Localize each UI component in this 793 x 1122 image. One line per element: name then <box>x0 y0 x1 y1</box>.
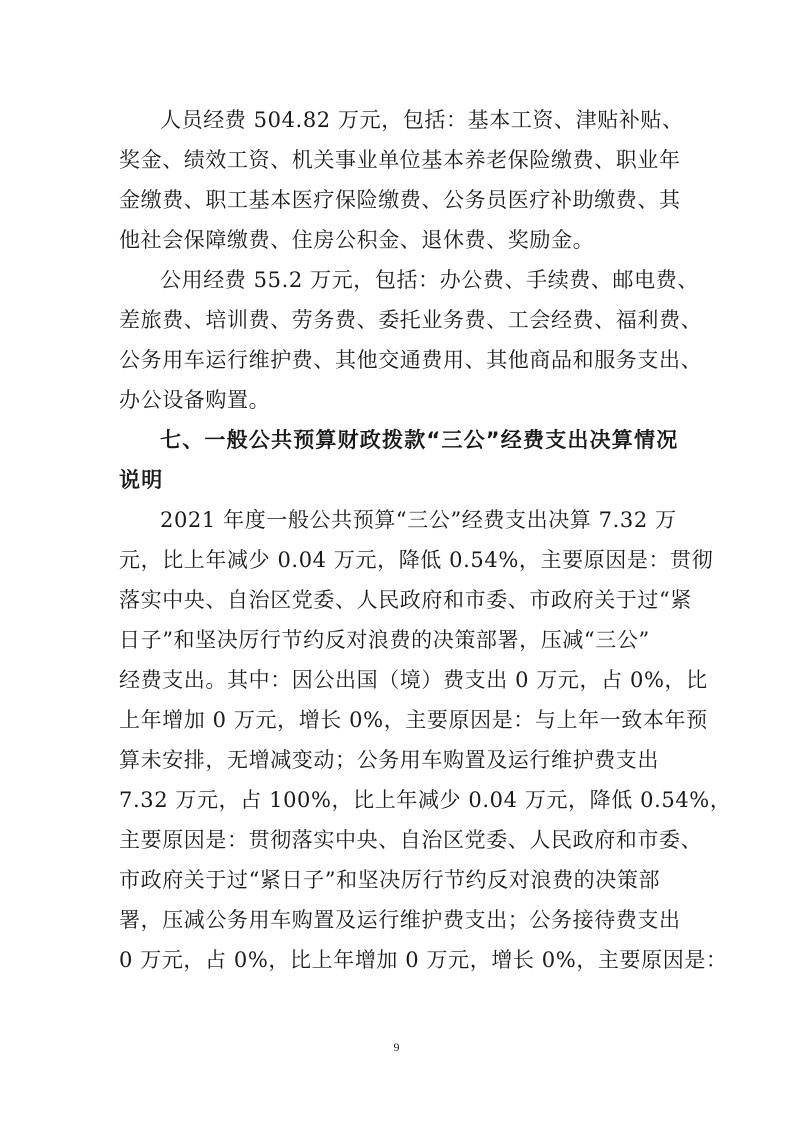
paragraph-public-line-4: 办公设备购置。 <box>119 388 271 412</box>
paragraph-three-public-line-10: 市政府关于过“紧日子”和坚决厉行节约反对浪费的决策部 <box>119 868 661 892</box>
section-heading-line-1: 七、一般公共预算财政拨款“三公”经费支出决算情况 <box>160 428 679 452</box>
paragraph-three-public-line-4: 日子”和坚决厉行节约反对浪费的决策部署，压减“三公” <box>119 628 650 652</box>
page-number: 9 <box>393 1040 400 1054</box>
paragraph-personnel-line-4: 他社会保障缴费、住房公积金、退休费、奖励金。 <box>119 228 595 252</box>
paragraph-personnel-line-3: 金缴费、职工基本医疗保险缴费、公务员医疗补助缴费、其 <box>119 188 681 212</box>
paragraph-public-line-3: 公务用车运行维护费、其他交通费用、其他商品和服务支出、 <box>119 348 703 372</box>
paragraph-personnel-line-1: 人员经费 504.82 万元，包括：基本工资、津贴补贴、 <box>160 108 684 132</box>
paragraph-three-public-line-7: 算未安排，无增减变动；公务用车购置及运行维护费支出 <box>119 748 659 772</box>
paragraph-three-public-line-6: 上年增加 0 万元，增长 0%，主要原因是：与上年一致本年预 <box>119 708 708 732</box>
paragraph-three-public-line-11: 署，压减公务用车购置及运行维护费支出；公务接待费支出 <box>119 908 681 932</box>
paragraph-public-line-1: 公用经费 55.2 万元，包括：办公费、手续费、邮电费、 <box>160 268 699 292</box>
paragraph-three-public-line-12: 0 万元，占 0%，比上年增加 0 万元，增长 0%，主要原因是： <box>119 948 728 972</box>
paragraph-three-public-line-3: 落实中央、自治区党委、人民政府和市委、市政府关于过“紧 <box>119 588 692 612</box>
paragraph-three-public-line-1: 2021 年度一般公共预算“三公”经费支出决算 7.32 万 <box>160 508 677 532</box>
paragraph-three-public-line-5: 经费支出。其中：因公出国（境）费支出 0 万元，占 0%，比 <box>119 668 708 692</box>
section-heading-line-2: 说明 <box>119 468 164 492</box>
paragraph-three-public-line-8: 7.32 万元，占 100%，比上年减少 0.04 万元，降低 0.54%， <box>119 788 732 812</box>
paragraph-three-public-line-9: 主要原因是：贯彻落实中央、自治区党委、人民政府和市委、 <box>119 828 703 852</box>
paragraph-personnel-line-2: 奖金、绩效工资、机关事业单位基本养老保险缴费、职业年 <box>119 148 681 172</box>
paragraph-public-line-2: 差旅费、培训费、劳务费、委托业务费、工会经费、福利费、 <box>119 308 703 332</box>
paragraph-three-public-line-2: 元，比上年减少 0.04 万元，降低 0.54%，主要原因是：贯彻 <box>119 548 714 572</box>
